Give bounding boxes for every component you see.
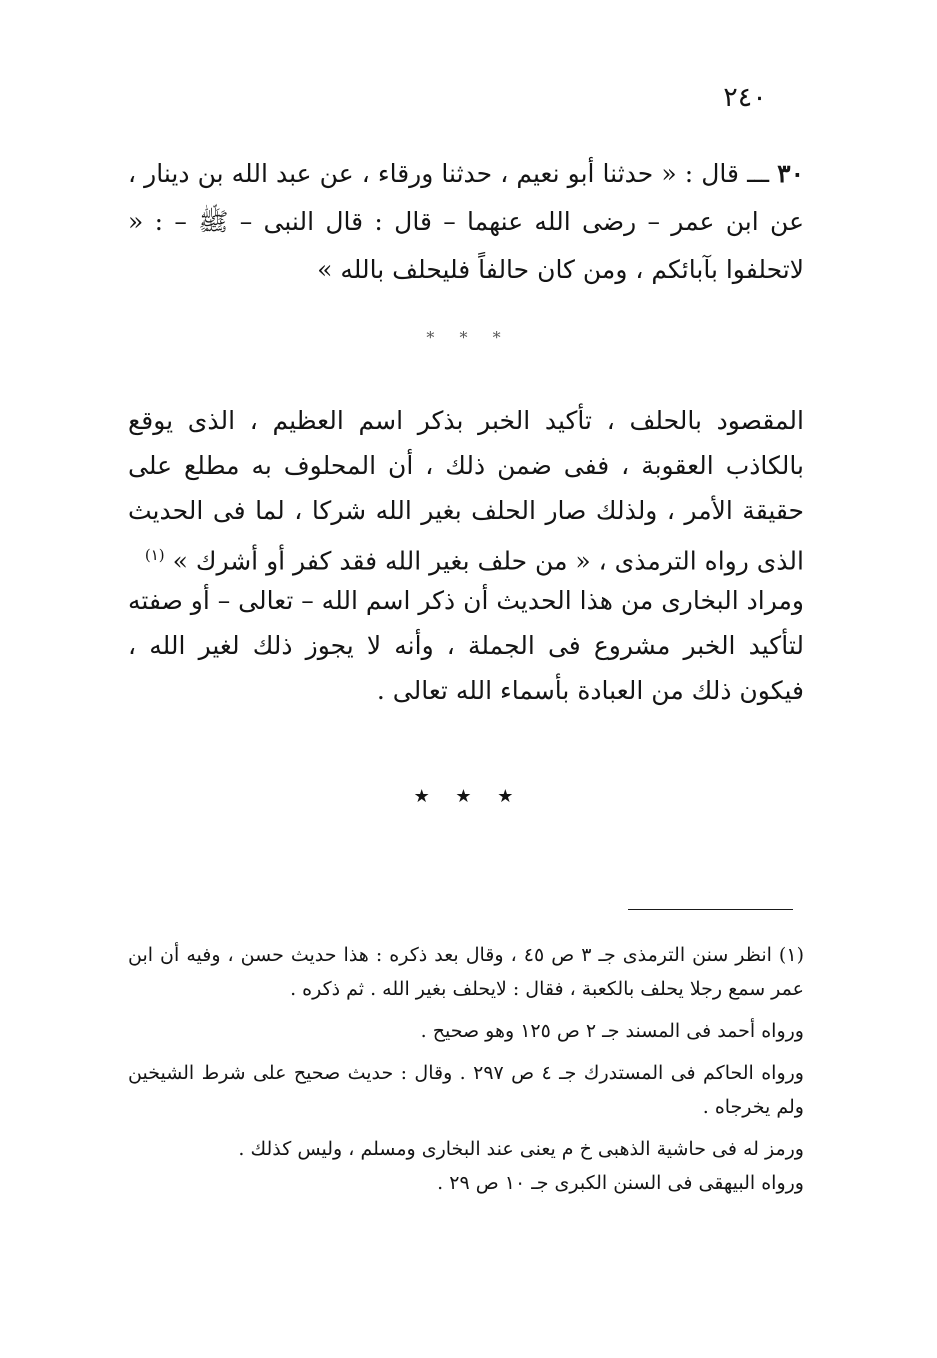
hadith-dash: ـــ [738,159,770,188]
hadith-text: قال : « حدثنا أبو نعيم ، حدثنا ورقاء ، عن عبد الله بن دينار ، عن ابن عمر – رضى الله عنهما – قال : قال النبى – ﷺ – : « لاتحلفوا بآبائكم ، ومن كان حالفاً فليحلف بالله » [128,159,804,284]
page-number: ٢٤٠ [723,82,767,113]
hadith-number: ٣٠ [777,159,805,188]
section-separator-stars: ★ ★ ★ [413,786,524,807]
footnote-reference: (١) [144,546,165,564]
footnote-hakim: ورواه الحاكم فى المستدرك جـ ٤ ص ٢٩٧ . وقال : حديث صحيح على شرط الشيخين ولم يخرجاه . [128,1062,804,1118]
commentary-text-1: المقصود بالحلف ، تأكيد الخبر بذكر اسم العظيم ، الذى يوقع بالكاذب العقوبة ، ففى ضمن ذلك ، أن المحلوف به مطلع على حقيقة الأمر ، ولذلك صار الحلف بغير الله شركا ، لما فى الحديث الذى رواه الترمذى ، « من حلف بغير الله فقد كفر أو أشرك » [128,406,804,576]
commentary-paragraph-1 [128,398,804,583]
footnote-dhahabi: ورمز له فى حاشية الذهبى خ م يعنى عند البخارى ومسلم ، وليس كذلك . [238,1138,804,1160]
hadith-text-block [128,150,804,294]
section-separator-small: * * * [426,328,511,347]
footnote-ahmad: ورواه أحمد فى المسند جـ ٢ ص ١٢٥ وهو صحيح . [420,1020,804,1042]
footnotes-block [128,938,804,1200]
commentary-paragraph-2: ومراد البخارى من هذا الحديث أن ذكر اسم الله – تعالى – أو صفته لتأكيد الخبر مشروع فى الجملة ، وأنه لا يجوز ذلك لغير الله ، فيكون ذلك من العبادة بأسماء الله تعالى . [128,586,804,705]
footnote-divider [628,909,793,910]
footnote-1: (١) انظر سنن الترمذى جـ ٣ ص ٤٥ ، وقال بعد ذكره : هذا حديث حسن ، وفيه أن ابن عمر سمع رجلا يحلف بالكعبة ، فقال : لايحلف بغير الله . ثم ذكره . [128,944,804,1000]
footnote-bayhaqi: ورواه البيهقى فى السنن الكبرى جـ ١٠ ص ٢٩ . [437,1172,804,1194]
